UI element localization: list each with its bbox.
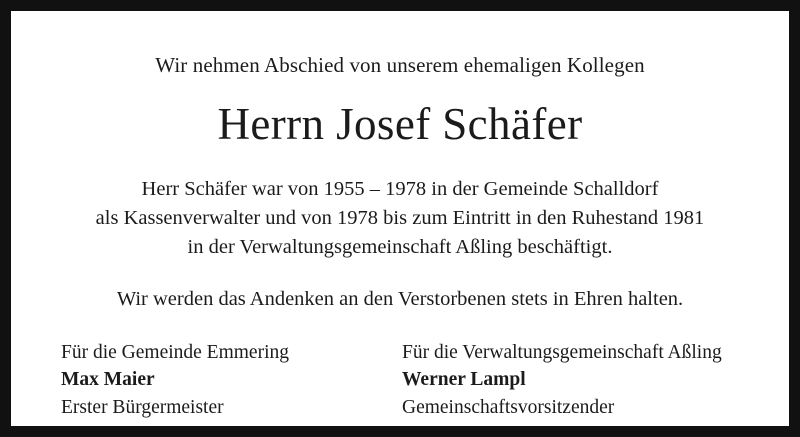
notice-body-line: Herr Schäfer war von 1955 – 1978 in der Gemeinde Schalldorf	[141, 177, 659, 200]
signature-person-role: Gemeinschaftsvorsitzender	[402, 397, 615, 419]
signature-column-right	[402, 339, 743, 422]
signature-block	[53, 339, 747, 422]
memorial-text: Wir werden das Andenken an den Verstorbenen stets in Ehren halten.	[116, 288, 684, 311]
deceased-name: Herrn Josef Schäfer	[217, 99, 583, 150]
signature-organization: Für die Gemeinde Emmering	[61, 341, 289, 363]
signature-column-left	[61, 339, 402, 422]
signature-person-name: Werner Lampl	[402, 369, 526, 391]
notice-lead-text: Wir nehmen Abschied von unserem ehemaligen Kollegen	[155, 53, 645, 77]
signature-person-role: Erster Bürgermeister	[61, 397, 224, 419]
notice-body-line: in der Verwaltungsgemeinschaft Aßling beschäftigt.	[187, 236, 613, 258]
notice-body-line: als Kassenverwalter und von 1978 bis zum Eintritt in den Ruhestand 1981	[95, 206, 705, 229]
notice-inner	[11, 11, 789, 426]
signature-person-name: Max Maier	[61, 369, 155, 391]
notice-body	[53, 175, 747, 262]
signature-organization: Für die Verwaltungsgemeinschaft Aßling	[402, 341, 722, 363]
